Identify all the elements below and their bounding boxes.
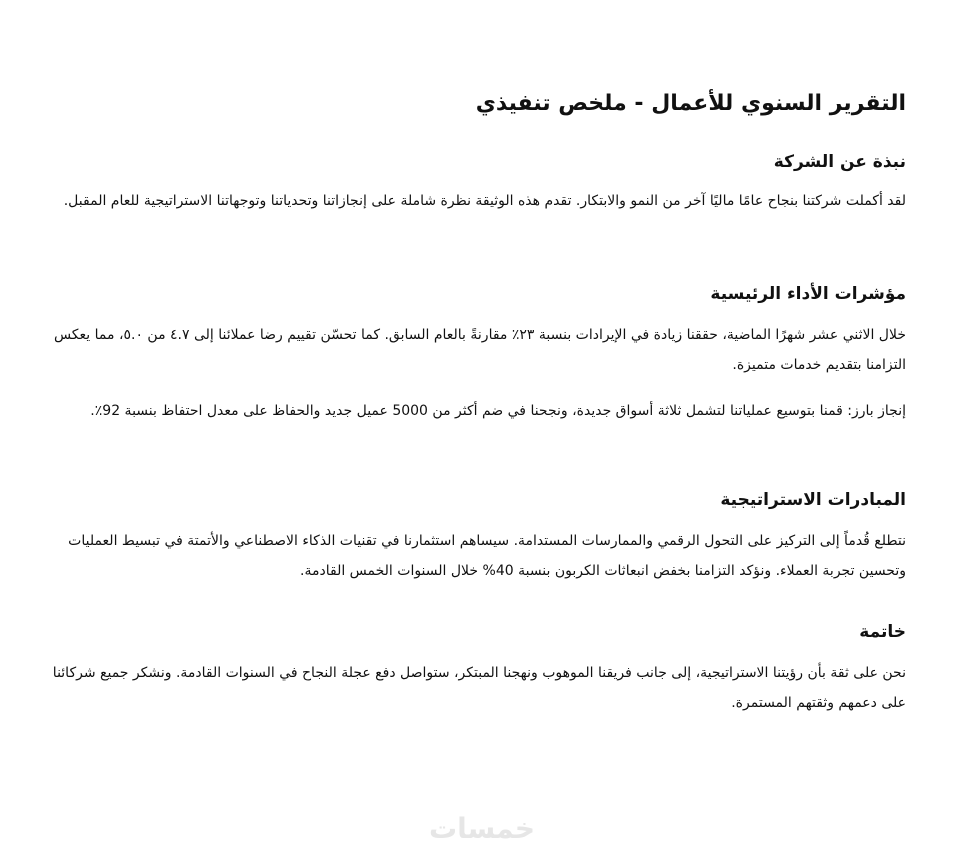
watermark-logo: خمسات — [428, 812, 536, 845]
section-company-overview — [52, 148, 906, 216]
section-heading: نبذة عن الشركة — [773, 152, 906, 172]
section-strategic-initiatives — [52, 486, 906, 586]
section-paragraph: لقد أكملت شركتنا بنجاح عامًا ماليًا آخر من النمو والابتكار. تقدم هذه الوثيقة نظرة شاملة على إنجازاتنا وتحدياتنا وتوجهاتنا الاستراتيجية للعام المقبل. — [63, 193, 906, 209]
section-heading: مؤشرات الأداء الرئيسية — [710, 284, 906, 304]
section-heading: المبادرات الاستراتيجية — [720, 490, 906, 510]
section-paragraph: خلال الاثني عشر شهرًا الماضية، حققنا زيادة في الإيرادات بنسبة ٢٣٪ مقارنةً بالعام السابق. كما تحسّن تقييم رضا عملائنا إلى ٤.٧ من ٥.٠، مما يعكس التزامنا بتقديم خدمات متميزة. — [53, 327, 906, 373]
section-paragraph: إنجاز بارز: قمنا بتوسيع عملياتنا لتشمل ثلاثة أسواق جديدة، ونجحنا في ضم أكثر من 5000 عميل جديد والحفاظ على معدل احتفاظ بنسبة 92٪. — [90, 403, 906, 419]
section-paragraph: نحن على ثقة بأن رؤيتنا الاستراتيجية، إلى جانب فريقنا الموهوب ونهجنا المبتكر، ستواصل دفع عجلة النجاح في السنوات القادمة. ونشكر جميع شركائنا على دعمهم وثقتهم المستمرة. — [52, 665, 906, 711]
section-key-performance-indicators — [52, 280, 906, 426]
document-title: التقرير السنوي للأعمال - ملخص تنفيذي — [475, 91, 906, 116]
section-conclusion — [52, 618, 906, 718]
section-paragraph: نتطلع قُدماً إلى التركيز على التحول الرقمي والممارسات المستدامة. سيساهم استثمارنا في تقنيات الذكاء الاصطناعي والأتمتة في تبسيط العمليات وتحسين تجربة العملاء. ونؤكد التزامنا بخفض انبعاثات الكربون بنسبة 40% خلال السنوات الخمس القادمة. — [68, 533, 906, 579]
section-heading: خاتمة — [859, 622, 906, 642]
